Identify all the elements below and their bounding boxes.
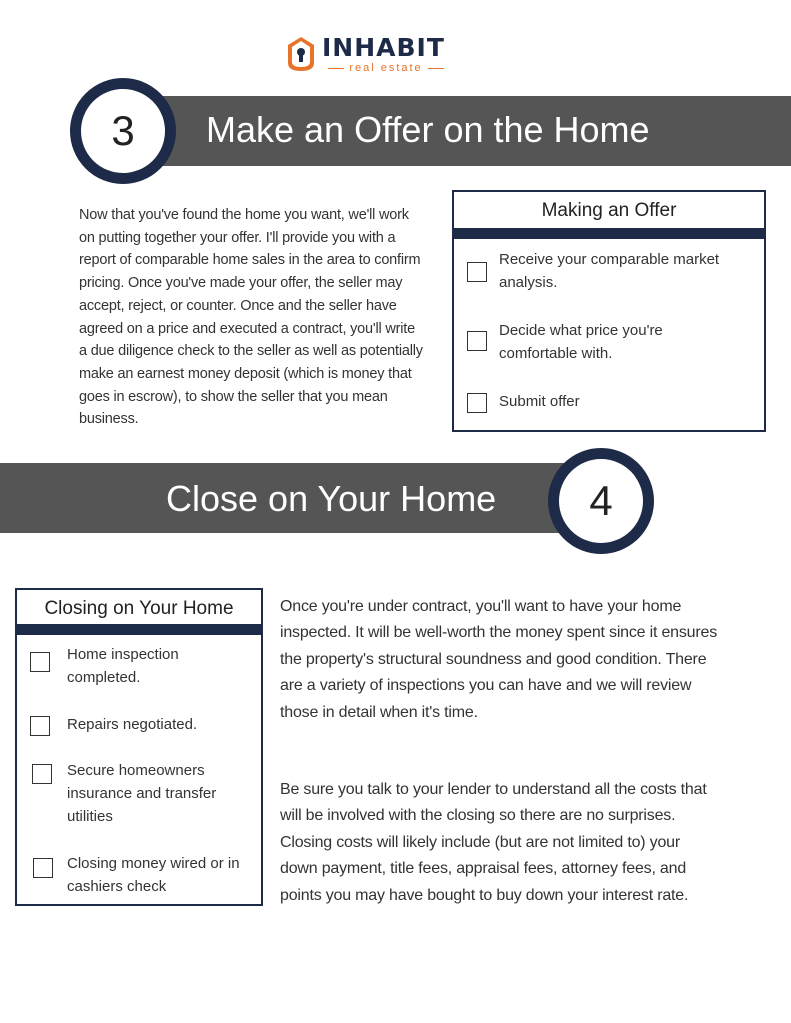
making-offer-checklist [452,190,766,432]
tagline-rule-right [428,68,444,69]
step4-number-badge: 4 [548,448,654,554]
brand-logo [286,34,456,76]
checklist-item-submit-offer: Submit offer [499,393,580,410]
closing-checklist [15,588,263,906]
step3-title: Make an Offer on the Home [206,109,650,150]
checklist-title: Closing on Your Home [44,598,234,619]
checklist-item-repairs: Repairs negotiated. [67,716,198,733]
checklist-item-home-inspection: Home inspection completed. [67,646,179,686]
checkbox-insurance-utilities[interactable] [32,764,52,784]
tagline-text: real estate [349,62,423,74]
tagline-rule-left [328,68,344,69]
step3-banner [130,96,791,166]
step4-title: Close on Your Home [166,478,497,519]
step4-paragraph-closing-costs: Be sure you talk to your lender to understand all the costs that will be involved with the closing so there are no surprises. Closing costs will likely include (but are not limited to) your down payment, title fees, appraisal fees, attorney fees, and points you may have bought to buy down your interest rate. [280,781,707,904]
checkbox-closing-money[interactable] [33,858,53,878]
checklist-title: Making an Offer [541,200,677,221]
checklist-item-comparable-analysis: Receive your comparable market analysis. [499,251,720,291]
step4-paragraph-inspection: Once you're under contract, you'll want to have your home inspected. It will be well-worth the money spent since it ensures the property's structural soundness and good condition. There are a variety of inspections you can have and we will review those in detail when it's time. [280,598,717,721]
checklist-divider [454,228,764,239]
checkbox-comparable-analysis[interactable] [467,262,487,282]
keyhole-house-icon [286,36,316,72]
checklist-item-insurance-utilities: Secure homeowners insurance and transfer utilities [67,762,217,825]
checkbox-repairs[interactable] [30,716,50,736]
checkbox-decide-price[interactable] [467,331,487,351]
brand-name: INHABIT [322,33,445,62]
checkbox-home-inspection[interactable] [30,652,50,672]
step4-banner [0,463,575,533]
checklist-item-decide-price: Decide what price you're comfortable with. [499,322,663,362]
brand-tagline [323,62,449,74]
checklist-item-closing-money: Closing money wired or in cashiers check [67,855,240,895]
step3-number-badge: 3 [70,78,176,184]
checklist-divider [17,624,261,635]
step3-paragraph: Now that you've found the home you want, we'll work on putting together your offer. I'll provide you with a report of comparable home sales in the area to confirm pricing. Once you've made your offer, the seller may accept, reject, or counter. Once and the seller have agreed on a price and executed a contract, you'll write a due diligence check to the seller as well as potentially make an earnest money deposit (which is money that goes in escrow), to show the seller that you mean business. [79,207,423,428]
checkbox-submit-offer[interactable] [467,393,487,413]
